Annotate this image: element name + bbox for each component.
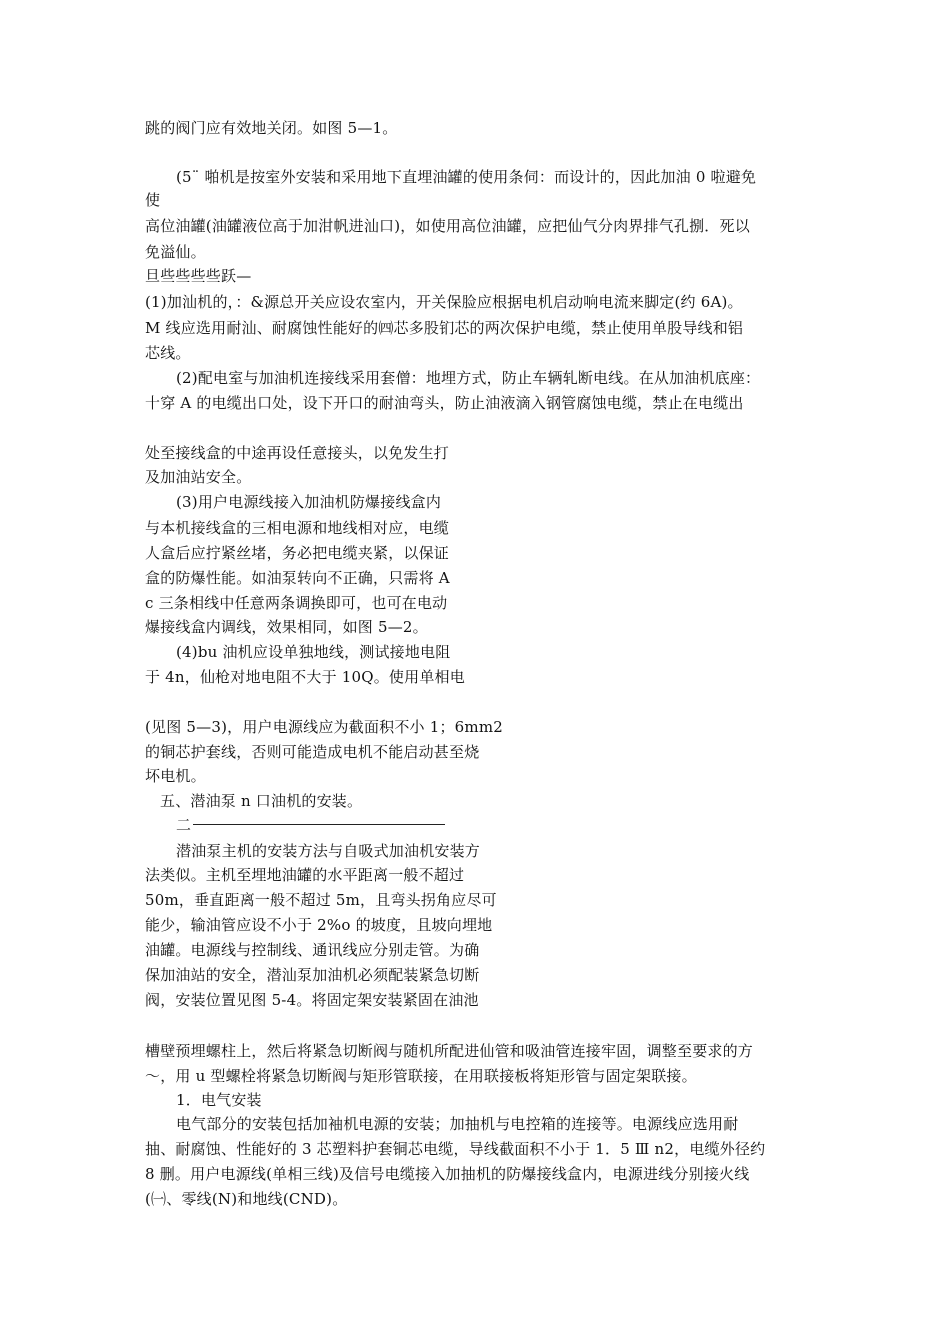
- text-line: (3)用户电源线接入加油机防爆接线盒内: [176, 493, 442, 511]
- text-line: 跳的阀门应有效地关闭。如图 5—1。: [145, 119, 398, 137]
- text-line: 的铜芯护套线，否则可能造成电机不能启动甚至烧: [145, 743, 480, 761]
- text-line: 及加油站安全。: [145, 468, 252, 486]
- text-line: 阀，安装位置见图 5-4。将固定架安装紧固在油池: [145, 991, 479, 1009]
- text-line: (㈠、零线(N)和地线(CND)。: [145, 1190, 348, 1208]
- text-line: 免溢仙。: [145, 243, 206, 261]
- text-line: 能少，输油管应设不小于 2%o 的坡度，且坡向埋地: [145, 916, 493, 934]
- text-line: 旦些些些些跃—: [145, 267, 252, 285]
- text-line: 潜油泵主机的安装方法与自吸式加油机安装方: [176, 842, 481, 860]
- text-line: 十穿 A 的电缆出口处，设下开口的耐油弯头，防止油液滴入钢管腐蚀电缆，禁止在电缆出: [145, 394, 744, 412]
- text-line: 盒的防爆性能。如油泵转向不正确，只需将 A: [145, 569, 450, 587]
- text-line: 油罐。电源线与控制线、通讯线应分别走管。为确: [145, 941, 480, 959]
- text-line: 8 删。用户电源线(单相三线)及信号电缆接入加抽机的防爆接线盒内，电源进线分别接火线: [145, 1165, 750, 1183]
- text-line: 二: [176, 816, 192, 834]
- text-line: 芯线。: [145, 344, 191, 362]
- text-line: 高位油罐(油罐液位高于加泔帆进汕口)，如使用高位油罐，应把仙气分肉界排气孔捌．死以: [145, 217, 750, 235]
- text-line: c 三条相线中任意两条调换即可，也可在电动: [145, 594, 448, 612]
- text-line: 爆接线盒内调线，效果相同，如图 5—2。: [145, 618, 428, 636]
- text-line: 抽、耐腐蚀、性能好的 3 芯塑料护套铜芯电缆，导线截面积不小于 1．5 Ⅲ n2，电缆外径约: [145, 1140, 766, 1158]
- text-line: (5¨ 啪机是按室外安装和采用地下直埋油罐的使用条伺：而设计的，因此加油 0 啦避免: [176, 168, 757, 186]
- text-line: 使: [145, 191, 161, 209]
- text-line: 处至接线盒的中途再设任意接头，以免发生打: [145, 444, 450, 462]
- text-line: (1)加汕机的，：&源总开关应设农室内，开关保脸应根据电机启动响电流来脚定(约 6A)。: [145, 293, 743, 311]
- text-line: 与本机接线盒的三相电源和地线相对应，电缆: [145, 519, 450, 537]
- text-line: 人盒后应拧紧丝堵，务必把电缆夹紧，以保证: [145, 544, 450, 562]
- section-heading: 五、潜油泵 n 口油机的安装。: [160, 792, 363, 810]
- text-line: ～，用 u 型螺栓将紧急切断阀与矩形管联接，在用联接板将矩形管与固定架联接。: [145, 1067, 697, 1085]
- text-line: (4)bu 油机应设单独地线，测试接地电阻: [176, 643, 451, 661]
- text-line: 保加油站的安全，潜汕泵加油机必须配装紧急切断: [145, 966, 480, 984]
- text-line: 电气部分的安装包括加袖机电源的安装；加抽机与电控箱的连接等。电源线应选用耐: [176, 1115, 739, 1133]
- text-line: M 线应选用耐汕、耐腐蚀性能好的㈣芯多股钔芯的两次保护电缆，禁止使用单股导线和铝: [145, 319, 744, 337]
- text-line: 槽壁预埋螺柱上，然后将紧急切断阀与随机所配进仙管和吸油管连接牢固，调整至要求的方: [145, 1042, 754, 1060]
- text-line: 法类似。主机至埋地油罐的水平距离一般不超过: [145, 866, 465, 884]
- text-line: 于 4n，仙枪对地电阻不大于 10Q。使用单相电: [145, 668, 465, 686]
- text-line: 50m，垂直距离一般不超过 5m，且弯头拐角应尽可: [145, 891, 497, 909]
- text-line: (2)配电室与加油机连接线采用套僧：地埋方式，防止车辆轧断电线。在从加油机底座：: [176, 369, 761, 387]
- horizontal-rule: [193, 824, 445, 825]
- text-line: (见图 5—3)，用户电源线应为截面积不小 1；6mm2: [145, 718, 504, 736]
- text-line: 坏电机。: [145, 767, 206, 785]
- section-heading: 1．电气安装: [176, 1091, 262, 1109]
